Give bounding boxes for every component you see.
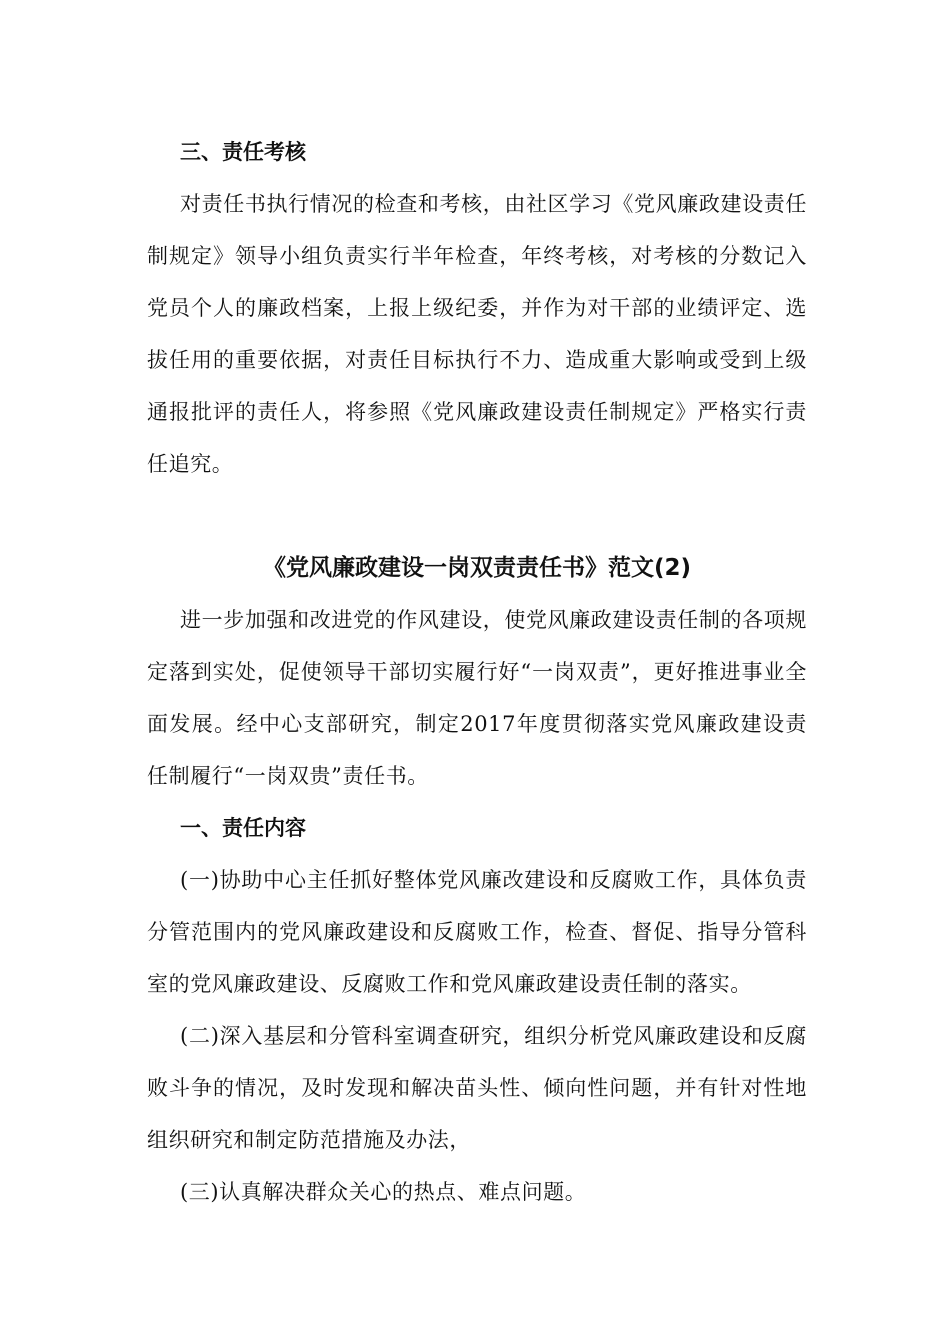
section-heading-responsibility-content: 一、责任内容 [180, 816, 306, 840]
document-page [147, 130, 807, 1218]
content-item-1: (一)协助中心主任抓好整体党风廉改建设和反腐败工作，具体负责分管范围内的党风廉政建设和反腐败工作，检查、督促、指导分管科室的党风廉政建设、反腐败工作和党风廉政建设责任制的落实。 [147, 868, 807, 996]
intro-paragraph: 进一步加强和改进党的作风建设，使党风廉政建设责任制的各项规定落到实处，促使领导干部切实履行好“一岗双责”，更好推进事业全面发展。经中心支部研究，制定2017年度贯彻落实党风廉政建设责任制履行“一岗双贵”责任书。 [147, 608, 807, 788]
content-item-2: (二)深入基层和分管科室调查研究，组织分析党风廉政建设和反腐败斗争的情况，及时发现和解决苗头性、倾向性问题，并有针对性地组织研究和制定防范措施及办法， [147, 1024, 807, 1152]
assessment-paragraph: 对责任书执行情况的检查和考核，由社区学习《党风廉政建设责任制规定》领导小组负责实行半年检查，年终考核，对考核的分数记入党员个人的廉政档案，上报上级纪委，并作为对干部的业绩评定、选拔任用的重要依据，对责任目标执行不力、造成重大影响或受到上级通报批评的责任人，将参照《党风廉政建设责任制规定》严格实行责任追究。 [147, 192, 807, 476]
section-heading-responsibility-assessment: 三、责任考核 [180, 140, 306, 164]
content-item-3: (三)认真解决群众关心的热点、难点问题。 [180, 1180, 587, 1204]
document-title: 《党风廉政建设一岗双责责任书》范文(2) [262, 555, 692, 581]
